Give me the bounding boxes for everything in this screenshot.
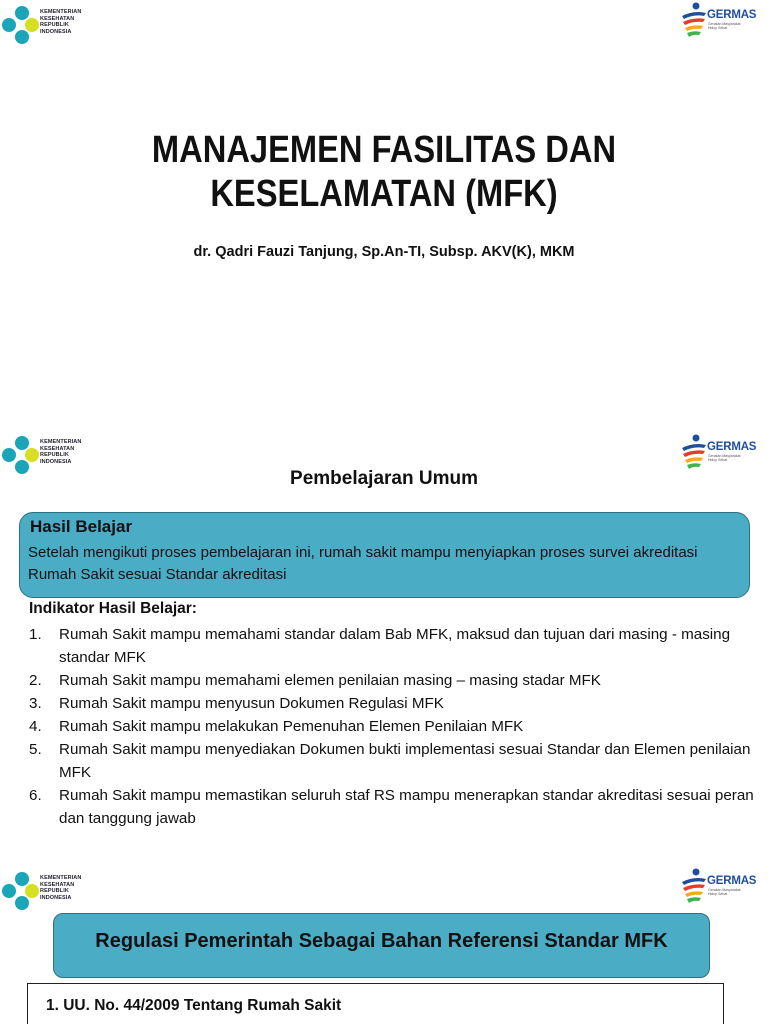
list-text: Rumah Sakit mampu memastikan seluruh staf RS mampu menerapkan standar akreditasi sesuai peran dan tanggung jawab — [59, 787, 754, 827]
germas-wordmark: GERMAS — [707, 875, 757, 887]
list-item — [29, 692, 765, 715]
list-number: 2. — [29, 672, 42, 689]
germas-logo — [678, 0, 762, 40]
indikator-heading: Indikator Hasil Belajar: — [29, 600, 197, 617]
list-text: Rumah Sakit mampu menyediakan Dokumen bukti implementasi sesuai Standar dan Elemen penilaian MFK — [59, 741, 751, 781]
kemenkes-wordmark: KEMENTERIAN KESEHATAN REPUBLIK INDONESIA — [40, 9, 82, 35]
list-number: 3. — [29, 695, 42, 712]
list-number: 5. — [29, 741, 42, 758]
list-text: Rumah Sakit mampu memahami standar dalam Bab MFK, maksud dan tujuan dari masing - masing standar MFK — [59, 626, 731, 666]
germas-tagline: Gerakan Masyarakat Hidup Sehat — [708, 888, 741, 897]
germas-wordmark: GERMAS — [707, 441, 757, 453]
list-item: 1. UU. No. 44/2009 Tentang Rumah Sakit — [46, 997, 342, 1014]
list-number: 1. — [29, 626, 42, 643]
germas-tagline: Gerakan Masyarakat Hidup Sehat — [708, 22, 741, 31]
hasil-belajar-heading: Hasil Belajar — [30, 517, 133, 536]
kemenkes-logo — [0, 870, 90, 912]
presentation-title: MANAJEMEN FASILITAS DAN KESELAMATAN (MFK) — [151, 129, 617, 215]
germas-wordmark: GERMAS — [707, 9, 757, 21]
regulasi-list-box — [27, 983, 724, 1024]
list-item — [29, 669, 765, 692]
hasil-belajar-box — [19, 512, 750, 598]
list-item — [29, 784, 765, 830]
germas-figure-icon — [678, 0, 710, 40]
list-text: Rumah Sakit mampu menyusun Dokumen Regulasi MFK — [59, 695, 444, 712]
slide-heading: Pembelajaran Umum — [290, 468, 478, 489]
list-text: Rumah Sakit mampu memahami elemen penilaian masing – masing stadar MFK — [59, 672, 601, 689]
kemenkes-flower-icon — [0, 4, 40, 46]
list-item — [29, 623, 765, 669]
kemenkes-logo — [0, 4, 90, 46]
kemenkes-wordmark: KEMENTERIAN KESEHATAN REPUBLIK INDONESIA — [40, 875, 82, 901]
kemenkes-wordmark: KEMENTERIAN KESEHATAN REPUBLIK INDONESIA — [40, 439, 82, 465]
germas-tagline: Gerakan Masyarakat Hidup Sehat — [708, 454, 741, 463]
regulasi-title-box — [53, 913, 710, 978]
slide-regulations — [0, 840, 768, 1024]
hasil-belajar-text: Setelah mengikuti proses pembelajaran ini, rumah sakit mampu menyiapkan proses survei akreditasi Rumah Sakit sesuai Standar akreditasi — [28, 544, 698, 583]
germas-logo — [678, 866, 762, 906]
regulasi-heading: Regulasi Pemerintah Sebagai Bahan Referensi Standar MFK — [95, 930, 668, 952]
slide-title — [0, 0, 768, 420]
list-text: Rumah Sakit mampu melakukan Pemenuhan Elemen Penilaian MFK — [59, 718, 524, 735]
indikator-list — [29, 623, 765, 830]
list-item — [29, 738, 765, 784]
list-number: 4. — [29, 718, 42, 735]
germas-figure-icon — [678, 432, 710, 472]
presenter-name: dr. Qadri Fauzi Tanjung, Sp.An-TI, Subsp. AKV(K), MKM — [193, 244, 575, 260]
list-number: 6. — [29, 787, 42, 804]
germas-figure-icon — [678, 866, 710, 906]
germas-logo — [678, 432, 762, 472]
kemenkes-flower-icon — [0, 870, 40, 912]
slide-learning-objectives — [0, 420, 768, 840]
list-item — [29, 715, 765, 738]
